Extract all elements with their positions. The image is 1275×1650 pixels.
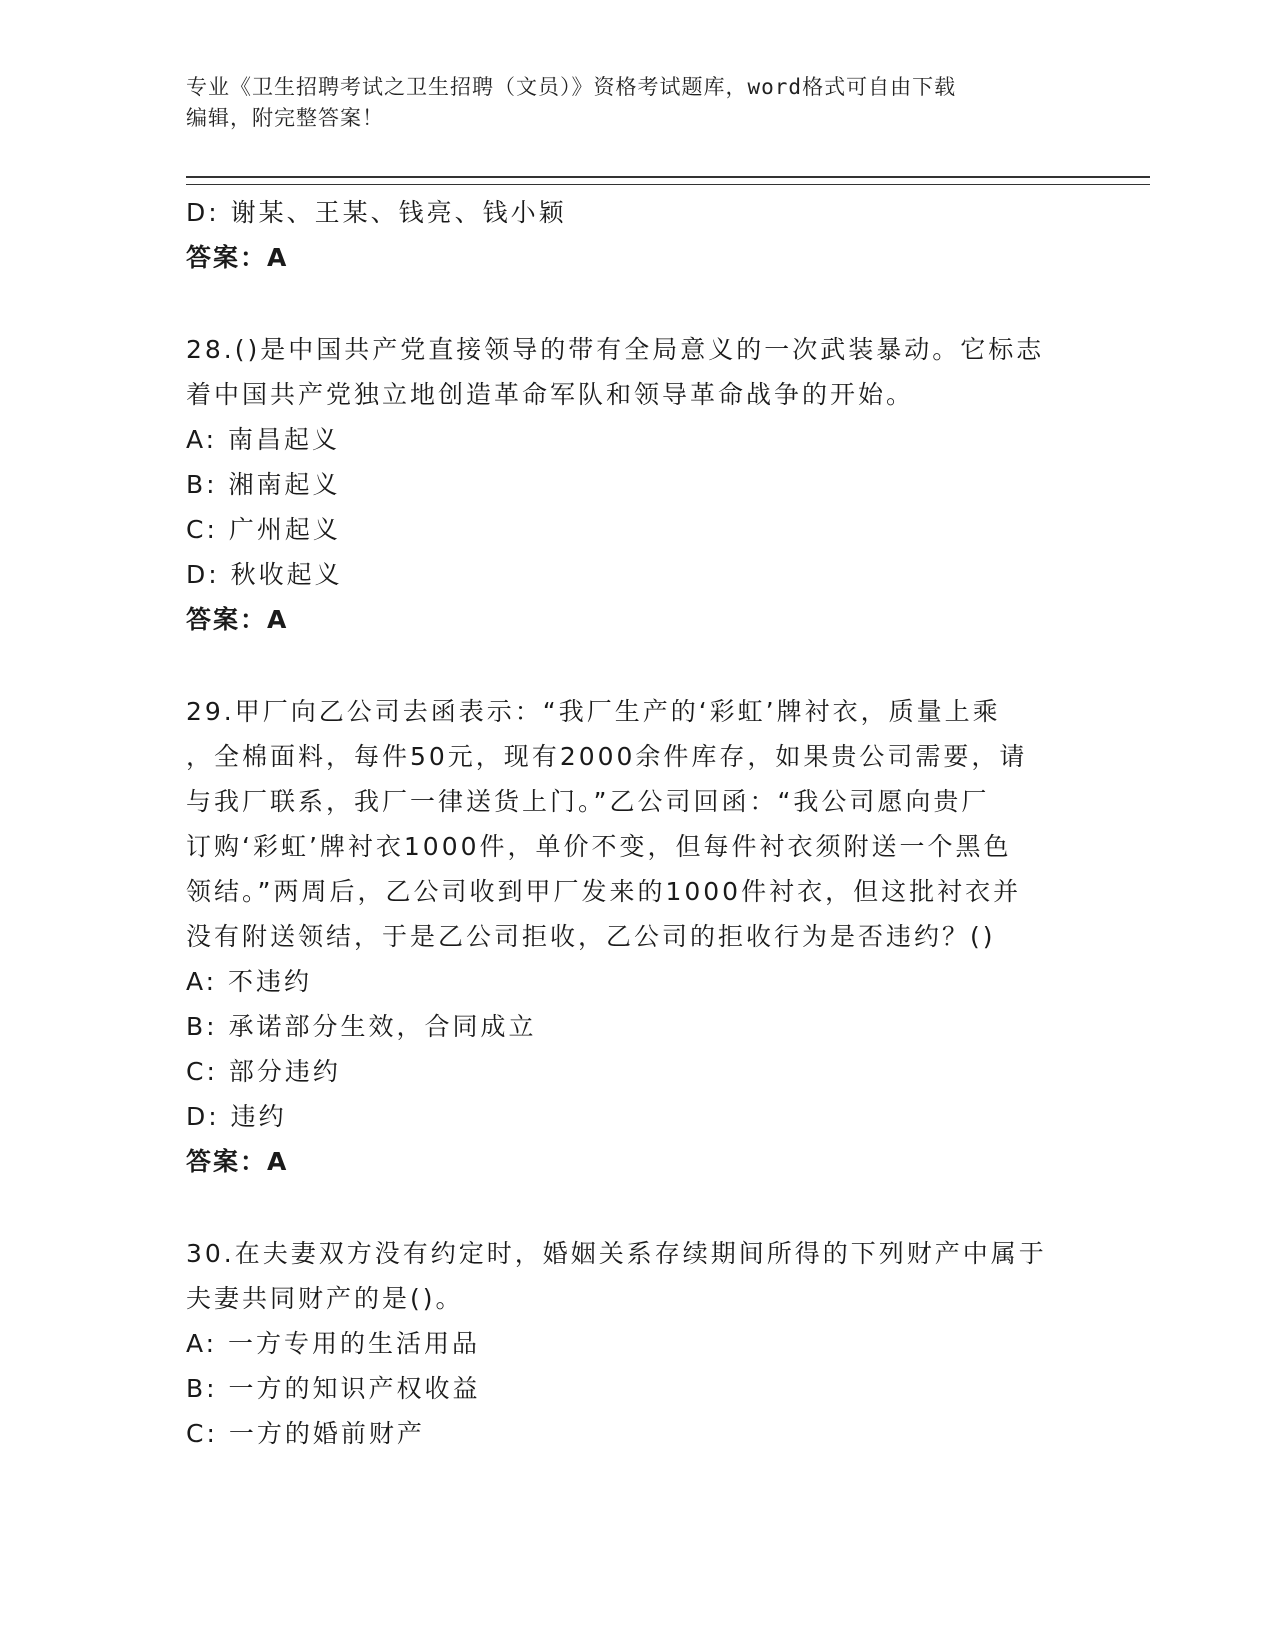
question-stem-line: 30.在夫妻双方没有约定时，婚姻关系存续期间所得的下列财产中属于: [186, 1239, 1047, 1268]
option-a: A: 不违约: [186, 967, 313, 996]
option-c: C: 部分违约: [186, 1057, 341, 1086]
question-spacer: [186, 280, 1086, 327]
question-27-tail: [186, 190, 1086, 280]
option-d: D: 谢某、王某、钱亮、钱小颖: [186, 198, 567, 227]
question-spacer: [186, 1184, 1086, 1231]
question-29: [186, 689, 1086, 1184]
answer-label: 答案：A: [186, 1147, 289, 1176]
question-stem-line: 29.甲厂向乙公司去函表示：“我厂生产的‘彩虹’牌衬衣，质量上乘: [186, 697, 1001, 726]
option-b: B: 一方的知识产权收益: [186, 1374, 481, 1403]
header-line-2: 编辑，附完整答案！: [186, 106, 384, 130]
question-stem-line: ，全棉面料，每件50元，现有2000余件库存，如果贵公司需要，请: [186, 742, 1028, 771]
question-28: [186, 327, 1086, 642]
header-line-1: 专业《卫生招聘考试之卫生招聘（文员）》资格考试题库，word格式可自由下载: [186, 75, 957, 99]
page-header: [186, 72, 1066, 134]
question-stem-line: 28.()是中国共产党直接领导的带有全局意义的一次武装暴动。它标志: [186, 335, 1045, 364]
question-stem-line: 着中国共产党独立地创造革命军队和领导革命战争的开始。: [186, 380, 915, 409]
question-spacer: [186, 642, 1086, 689]
option-b: B: 承诺部分生效，合同成立: [186, 1012, 537, 1041]
header-divider: [186, 176, 1150, 185]
question-30: [186, 1231, 1086, 1456]
option-c: C: 一方的婚前财产: [186, 1419, 425, 1448]
answer-label: 答案：A: [186, 243, 289, 272]
option-a: A: 一方专用的生活用品: [186, 1329, 481, 1358]
question-stem-line: 订购‘彩虹’牌衬衣1000件，单价不变，但每件衬衣须附送一个黑色: [186, 832, 1012, 861]
option-a: A: 南昌起义: [186, 425, 341, 454]
option-d: D: 违约: [186, 1102, 287, 1131]
question-list: [186, 190, 1086, 1456]
question-stem-line: 领结。”两周后，乙公司收到甲厂发来的1000件衬衣，但这批衬衣并: [186, 877, 1022, 906]
option-d: D: 秋收起义: [186, 560, 343, 589]
question-stem-line: 夫妻共同财产的是()。: [186, 1284, 464, 1313]
option-c: C: 广州起义: [186, 515, 341, 544]
option-b: B: 湘南起义: [186, 470, 341, 499]
answer-label: 答案：A: [186, 605, 289, 634]
question-stem-line: 没有附送领结，于是乙公司拒收，乙公司的拒收行为是否违约？(): [186, 922, 996, 951]
question-stem-line: 与我厂联系，我厂一律送货上门。”乙公司回函：“我公司愿向贵厂: [186, 787, 990, 816]
